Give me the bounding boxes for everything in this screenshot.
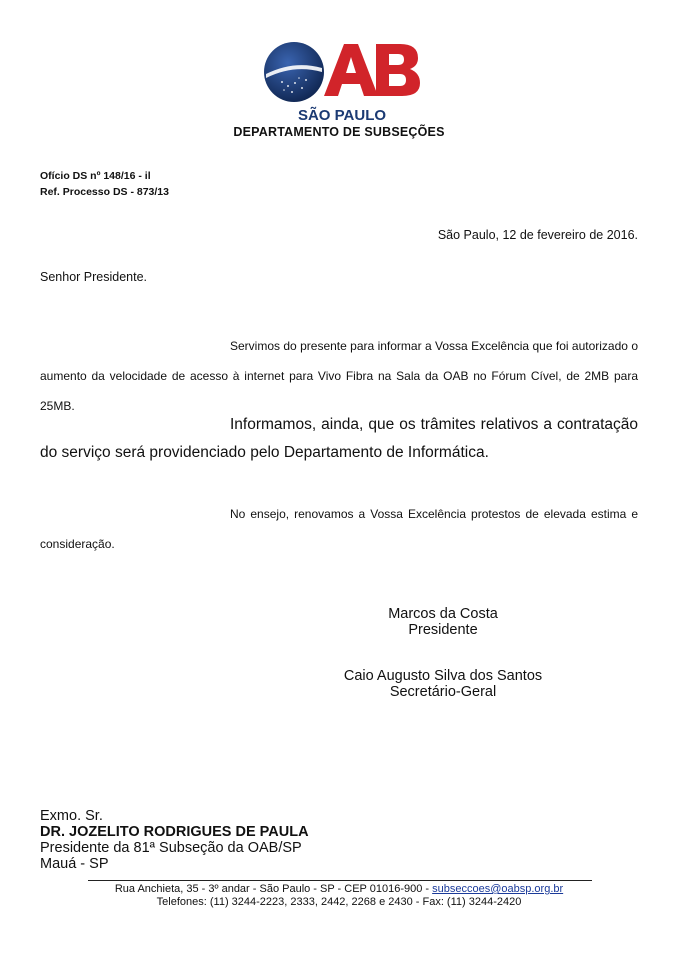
footer-address-text: Rua Anchieta, 35 - 3º andar - São Paulo - SP - CEP 01016-900 - [114,883,433,895]
department-title: DEPARTAMENTO DE SUBSEÇÕES [233,125,445,139]
paragraph-2-text: Informamos, ainda, que os trâmites relativos a contratação do serviço será providenciado pelo Departamento de Informática. [40,416,638,461]
paragraph-2 [40,411,638,467]
paragraph-1-text: Servimos do presente para informar a Vossa Excelência que foi autorizado o aumento da velocidade de acesso à internet para Vivo Fibra na Sala da OAB no Fórum Cível, de 2MB para 25MB. [40,339,638,413]
signature-president [313,606,573,638]
oficio-number: Ofício DS nº 148/16 - il [40,170,151,182]
addressee-name: DR. JOZELITO RODRIGUES DE PAULA [40,824,309,840]
footer-phones: Telefones: (11) 3244-2223, 2333, 2442, 2268 e 2430 - Fax: (11) 3244-2420 [156,896,522,908]
paragraph-3 [40,499,638,559]
addressee-city: Mauá - SP [40,856,109,872]
signature-title: Secretário-Geral [389,684,497,700]
logo-letter-b [376,44,420,96]
addressee-block [40,808,309,872]
footer-divider [88,880,592,881]
addressee-salutation: Exmo. Sr. [40,808,103,824]
footer-address [0,883,678,895]
paragraph-3-text: No ensejo, renovamos a Vossa Excelência protestos de elevada estima e consideração. [40,507,638,551]
letter-date: São Paulo, 12 de fevereiro de 2016. [437,228,638,242]
process-reference: Ref. Processo DS - 873/13 [40,186,169,198]
paragraph-1 [40,331,638,421]
addressee-role: Presidente da 81ª Subseção da OAB/SP [40,840,302,856]
signature-name: Marcos da Costa [388,606,498,622]
signature-secretary [313,668,573,700]
oab-logo [262,38,422,124]
signature-title: Presidente [408,622,478,638]
greeting: Senhor Presidente. [40,270,148,284]
logo-subtitle: SÃO PAULO [297,107,387,124]
logo-letter-a [324,44,378,96]
signature-name: Caio Augusto Silva dos Santos [343,668,543,684]
footer-email-link[interactable]: subseccoes@oabsp.org.br [432,883,564,895]
